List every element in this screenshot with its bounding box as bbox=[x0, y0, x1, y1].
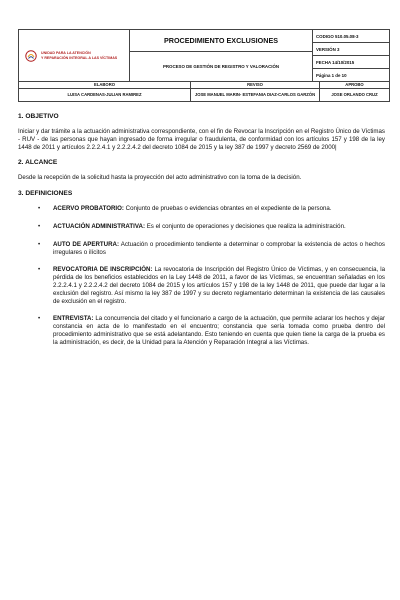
bullet-icon: • bbox=[38, 222, 41, 230]
logo-line-1: UNIDAD PARA LA ATENCIÓN bbox=[41, 50, 91, 55]
header-names-row bbox=[19, 89, 389, 101]
document-body bbox=[18, 113, 385, 357]
document-code: CODIGO 510.05.08-3 bbox=[313, 30, 389, 43]
role-aprobo: APROBO bbox=[345, 81, 364, 87]
section-alcance-text: Desde la recepción de la solicitud hasta la proyección del acto administrativo con la toma de la decisión. bbox=[18, 174, 302, 182]
name-reviso: JOSE MANUEL MARIN- ESTEFANIA DIAZ-CARLOS GARZÓN bbox=[191, 89, 320, 101]
section-objetivo-heading: 1. OBJETIVO bbox=[18, 113, 59, 120]
document-header-table bbox=[18, 29, 390, 102]
definitions-list bbox=[18, 205, 385, 346]
meta-cell bbox=[313, 30, 389, 81]
title-cell bbox=[130, 30, 313, 81]
logo-text bbox=[41, 51, 117, 60]
page-number: Página 1 de 10 bbox=[316, 72, 347, 78]
header-roles-row bbox=[19, 82, 389, 89]
definition-term: REVOCATORIA DE INSCRIPCIÓN: bbox=[53, 266, 153, 274]
name-elaboro: LUISA CARDENAS-JULIAN RAMIREZ bbox=[19, 89, 191, 101]
definition-text: Actuación o procedimiento tendiente a determinar o comprobar la existencia de actos o hechos irregulares o ilícitos bbox=[53, 240, 385, 256]
definition-item bbox=[37, 266, 385, 305]
logo-line-2: Y REPARACIÓN INTEGRAL A LAS VÍCTIMAS bbox=[41, 55, 118, 60]
document-title: PROCEDIMIENTO EXCLUSIONES bbox=[130, 30, 312, 52]
role-elaboro: ELABORO bbox=[19, 82, 191, 88]
definition-text: Es el conjunto de operaciones y decisiones que realiza la administración. bbox=[145, 222, 346, 230]
definition-item bbox=[37, 223, 385, 231]
document-process: PROCESO DE GESTIÓN DE REGISTRO Y VALORACIÓN bbox=[162, 64, 280, 69]
name-aprobo: JOSE ORLANDO CRUZ bbox=[331, 91, 378, 97]
definition-term: ENTREVISTA: bbox=[53, 315, 94, 323]
bullet-icon: • bbox=[38, 266, 41, 274]
section-alcance-heading: 2. ALCANCE bbox=[18, 159, 58, 167]
document-version: VERSIÓN 3 bbox=[313, 43, 389, 56]
definition-term: ACERVO PROBATORIO: bbox=[53, 205, 124, 213]
document-date: FECHA 14/10/2015 bbox=[313, 56, 389, 69]
bullet-icon: • bbox=[38, 205, 41, 213]
logo-cell bbox=[19, 30, 130, 81]
header-top-row bbox=[19, 30, 389, 82]
definition-text: La concurrencia del citado y el funcionario a cargo de la actuación, que permite aclarar los hechos y dejar constancia en acta de lo manifestado en el encuentro; constancia que sería tomada como prueba dentro del procedimiento administrativo que se está adelantando. Esto teniendo en cuenta que quien tiene la carga de la prueba es la administración, es decir, de la Unidad para la Atención y Reparación Integral a las Víctimas. bbox=[53, 315, 385, 346]
unidad-victimas-logo-icon bbox=[25, 50, 37, 62]
section-definiciones-heading: 3. DEFINICIONES bbox=[18, 190, 73, 198]
role-reviso: REVISO bbox=[191, 82, 320, 88]
definition-term: AUTO DE APERTURA: bbox=[53, 240, 119, 248]
definition-item bbox=[37, 241, 385, 257]
definition-item bbox=[37, 205, 385, 213]
definition-text: Conjunto de pruebas o evidencias obrantes en el expediente de la persona. bbox=[123, 205, 332, 213]
section-objetivo-text: Iniciar y dar trámite a la actuación administrativa correspondiente, con el fin de Revocar la Inscripción en el Registro Único de Víctimas - RUV - de las personas que hayan ingresado de forma irregular o fraudulenta, de conformidad con los artículos 157 y 198 de la ley 1448 de 2011 y artículos 2.2.2.4.1 y 2.2.2.4.2 del decreto 1084 de 2015 y la ley 387 de 1997 y decreto 2569 de 2000| bbox=[18, 128, 385, 151]
bullet-icon: • bbox=[38, 315, 41, 323]
definition-text: La revocatoria de Inscripción del Registro Único de Víctimas, y en consecuencia, la pérdida de los beneficios establecidos en la Ley 1448 de 2011, a favor de las Víctimas, se encuentran señaladas en los 2.2.2.4.1 y 2.2.2.4.2 del decreto 1084 de 2015 y los artículos 157 y 198 de la ley 1448 de 2011, que puede dar lugar a la exclusión del registro. Así mismo la ley 387 de 1997 y su decreto reglamentario determinan la existencia de las causales de exclusión en el registro. bbox=[53, 266, 385, 305]
bullet-icon: • bbox=[38, 240, 41, 248]
definition-item bbox=[37, 315, 385, 346]
definition-term: ACTUACIÓN ADMINISTRATIVA: bbox=[53, 222, 145, 230]
